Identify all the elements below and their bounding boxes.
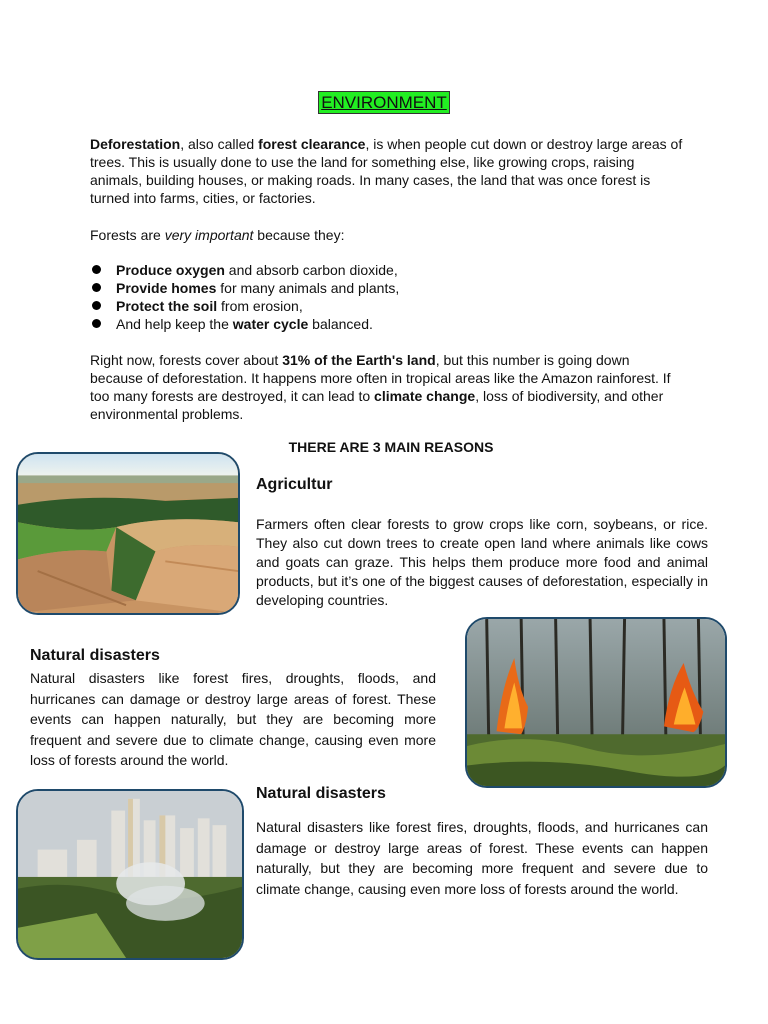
- coverage-paragraph: [90, 351, 686, 423]
- forest-fire-image: [465, 617, 727, 788]
- list-item-text: balanced.: [308, 316, 373, 332]
- list-item-bold: Provide homes: [116, 280, 217, 296]
- coverage-text-1: Right now, forests cover about: [90, 352, 283, 368]
- important-emphasis: very important: [164, 227, 254, 243]
- section-text-natural-disasters: Natural disasters like forest fires, droughts, floods, and hurricanes can damage or destroy large areas of forest. These events can happen naturally, but they are becoming more frequent and severe due to climate change, causing even more loss of forests around the world.: [30, 670, 436, 768]
- important-pre: Forests are: [90, 227, 165, 243]
- reasons-heading: THERE ARE 3 MAIN REASONS: [288, 439, 494, 455]
- term-forest-clearance: forest clearance: [258, 136, 366, 152]
- section-heading-agriculture: Agricultur: [256, 476, 333, 493]
- list-item-text: and absorb carbon dioxide,: [224, 262, 398, 278]
- important-post: because they:: [253, 227, 345, 243]
- section-heading-natural-disasters-2: Natural disasters: [256, 785, 386, 802]
- term-deforestation: Deforestation: [90, 136, 181, 152]
- page-title: [0, 93, 768, 113]
- intro-text-2: , is when people cut down or destroy large areas of trees. This is usually done to use the land for something else, like growing crops, raising animals, building houses, or making roads. In many cases, the land that was once forest is turned into farms, cities, or factories.: [90, 136, 683, 206]
- term-climate-change: climate change: [374, 388, 476, 404]
- list-item-bold: Protect the soil: [116, 298, 218, 314]
- benefits-list: [90, 261, 686, 333]
- coverage-text-2: , but this number is going down because of deforestation. It happens more often in tropical areas like the Amazon rainforest. If too many forests are destroyed, it can lead to: [90, 352, 671, 404]
- section-text-agriculture: Farmers often clear forests to grow crops like corn, soybeans, or rice. They also cut down trees to create open land where animals like cows and goats can graze. This helps them produce more food and animal products, but it’s one of the biggest causes of deforestation, especially in developing countries.: [256, 516, 708, 608]
- list-item-bold: Produce oxygen: [116, 262, 225, 278]
- list-item: [90, 315, 686, 333]
- section-text-natural-disasters-2: Natural disasters like forest fires, droughts, floods, and hurricanes can damage or destroy large areas of forest. These events can happen naturally, but they are becoming more frequent and severe due to climate change, causing even more loss of forests around the world.: [256, 819, 708, 897]
- list-item-bold: water cycle: [232, 316, 309, 332]
- important-paragraph: [90, 226, 686, 244]
- city-smoke-image: [16, 789, 244, 960]
- intro-text-1: , also called: [180, 136, 259, 152]
- page-title-text: ENVIRONMENT: [321, 93, 447, 112]
- coverage-text-3: , loss of biodiversity, and other environmental problems.: [90, 388, 664, 422]
- list-item: [90, 261, 686, 279]
- list-item-text: for many animals and plants,: [216, 280, 400, 296]
- intro-paragraph: [90, 135, 686, 207]
- list-item: [90, 279, 686, 297]
- list-item-pre: And help keep the: [116, 316, 233, 332]
- farmland-aerial-image: [16, 452, 240, 615]
- section-heading-natural-disasters: Natural disasters: [30, 647, 160, 664]
- list-item: [90, 297, 686, 315]
- coverage-stat: 31% of the Earth's land: [282, 352, 436, 368]
- list-item-text: from erosion,: [217, 298, 303, 314]
